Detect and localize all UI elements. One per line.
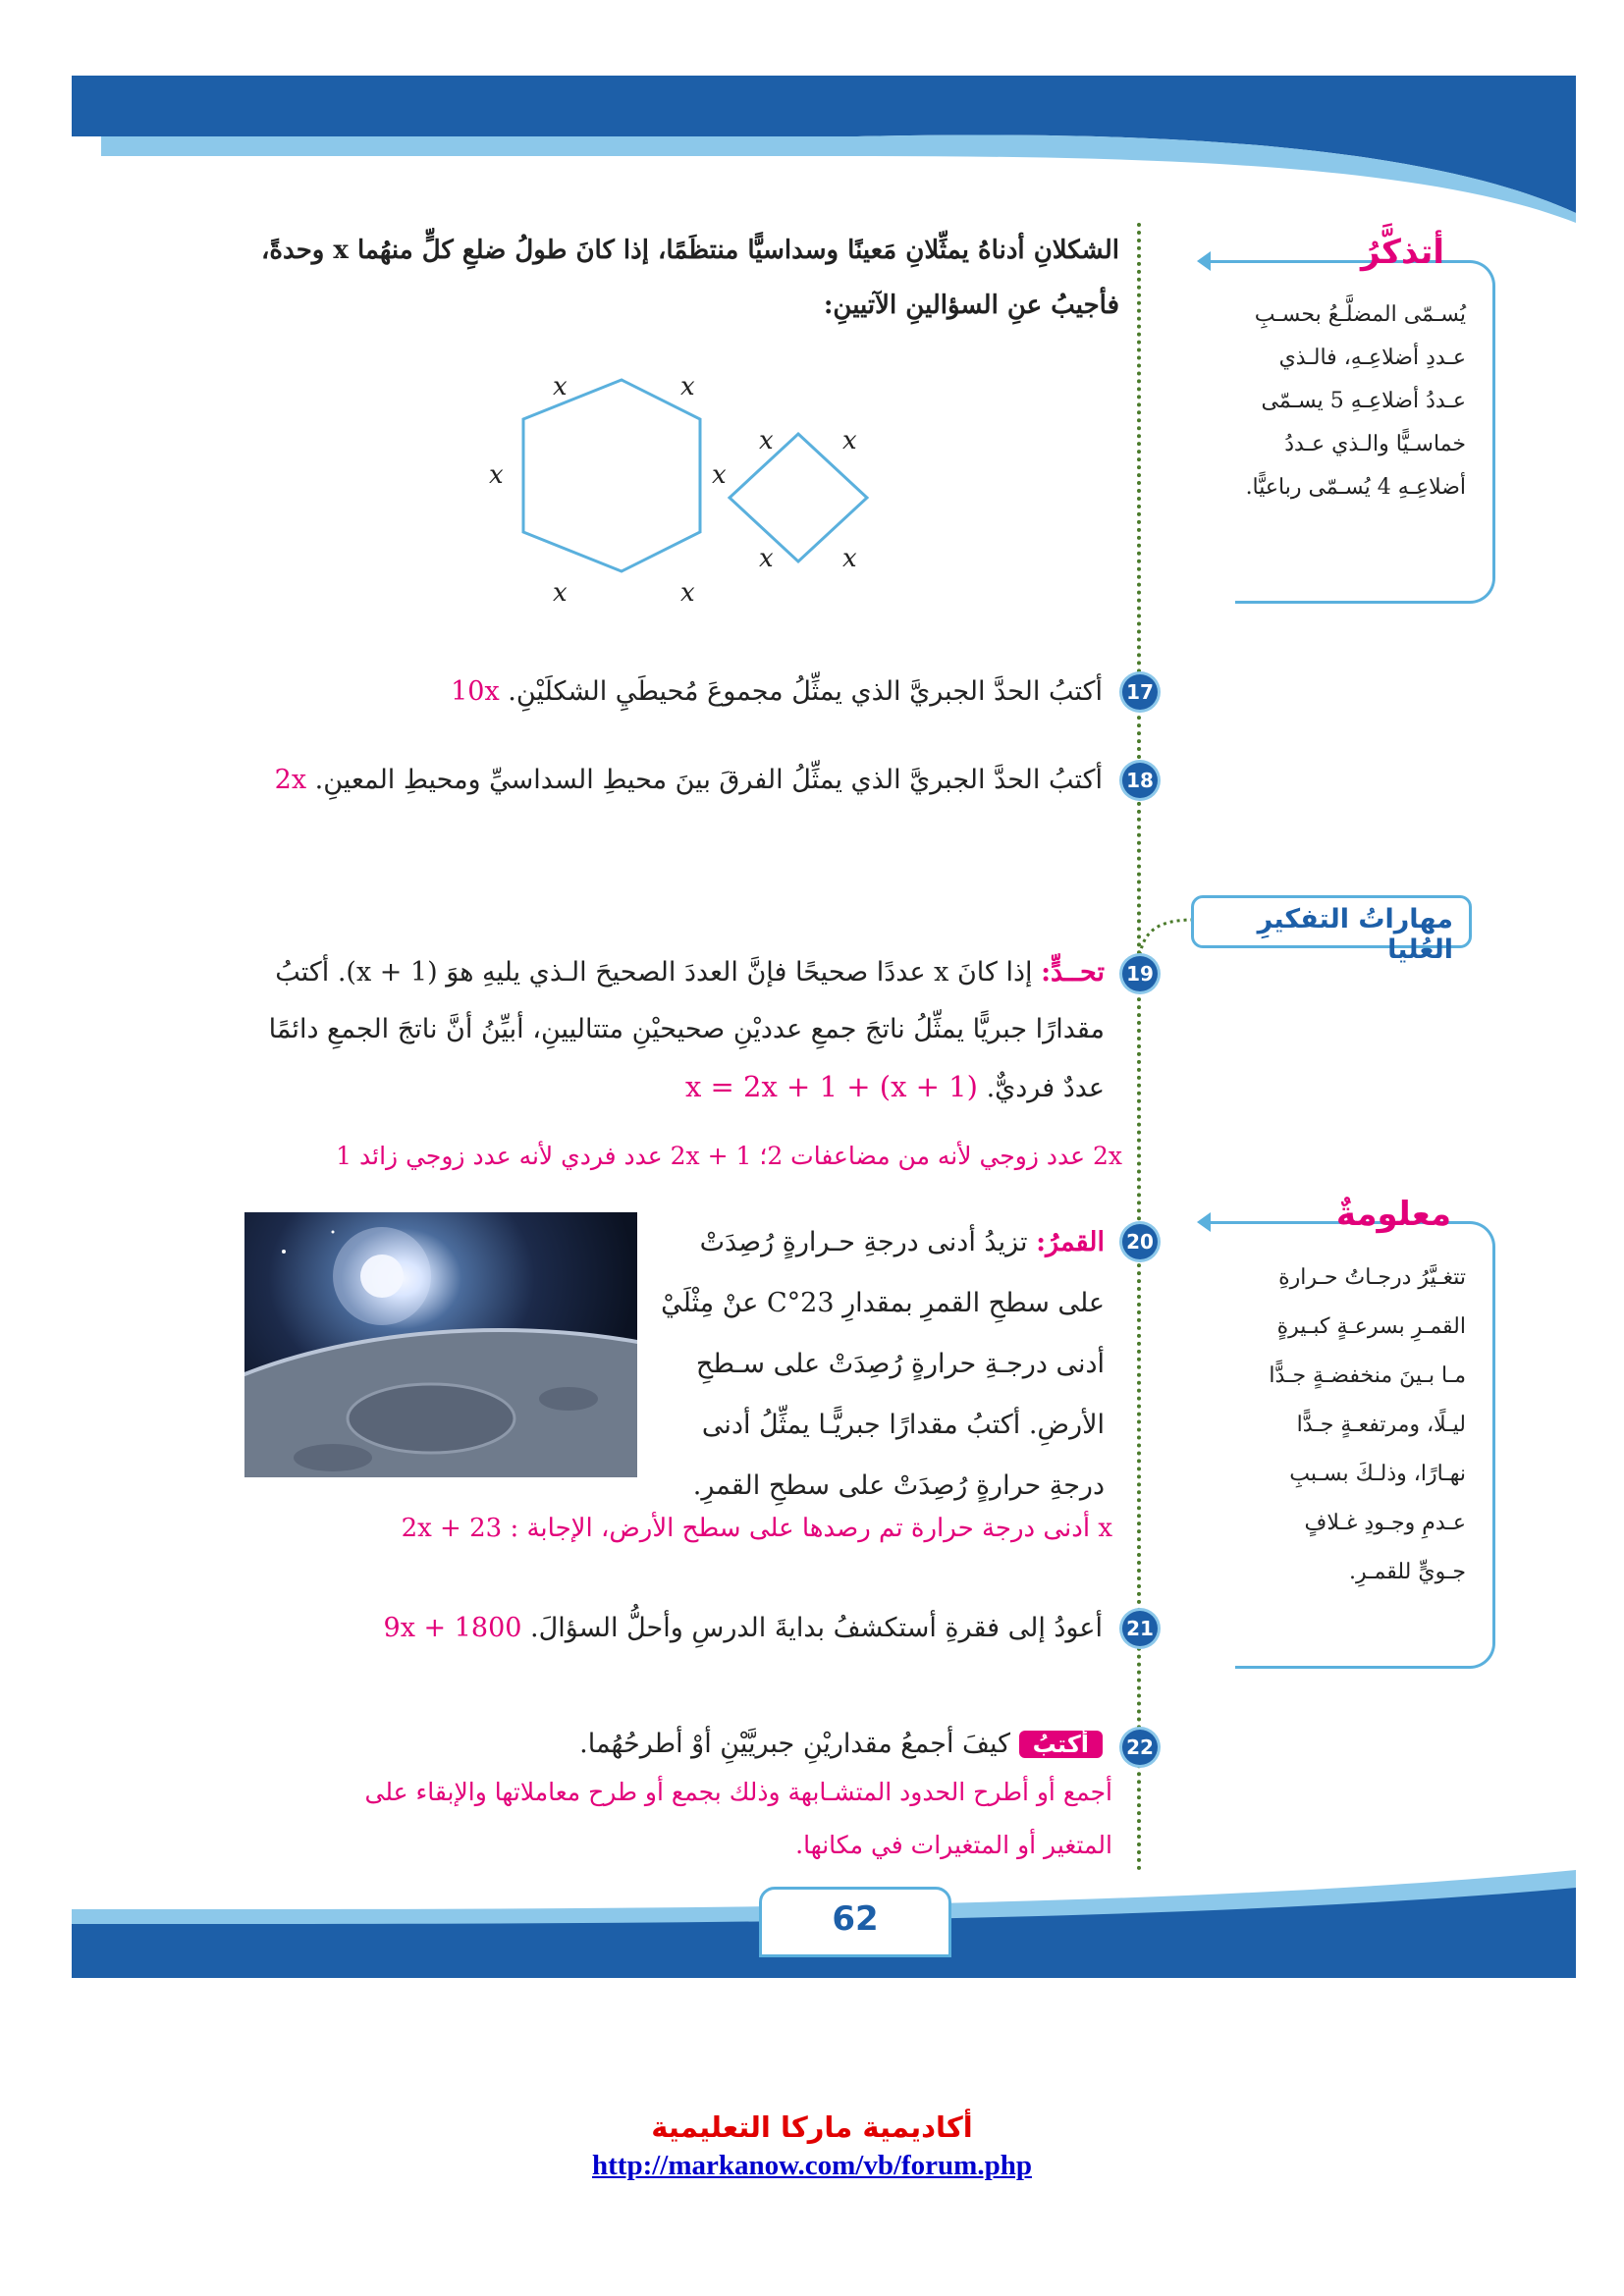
question-22 xyxy=(366,1720,1103,1769)
question-20-line-4: الأرضِ. أكتبُ مقدارًا جبريًّـا يمثِّلُ أدنى xyxy=(701,1410,1105,1440)
moon-surface-image xyxy=(244,1212,637,1477)
intro-line-2: فأجيبُ عنِ السؤالينِ الآتيينِ: xyxy=(823,291,1119,320)
info-line: تتغـيَّرُ درجـاتُ حـرارةِ xyxy=(1278,1265,1466,1290)
intro-text xyxy=(241,223,1119,333)
remember-line: عـددِ أضلاعِـهِ، فالـذي xyxy=(1278,346,1466,370)
skills-label: مهاراتُ التفكيرِ العُليا xyxy=(1257,904,1453,965)
hex-label-top-left: x xyxy=(553,372,568,401)
footer-title: أكاديمية ماركا التعليمية xyxy=(651,2110,973,2144)
page-number: 62 xyxy=(832,1899,879,1939)
hex-label-left: x xyxy=(489,460,504,490)
shapes-figure xyxy=(445,360,995,655)
rhombus-label-bottom-right: x xyxy=(842,544,857,573)
info-title: معلومةٌ xyxy=(1335,1195,1451,1234)
hexagon-shape xyxy=(523,380,700,571)
remember-line: يُسـمّى المضلَّـعُ بحسـبِ xyxy=(1254,302,1466,327)
remember-text xyxy=(1230,294,1466,509)
question-20-line-3: أدنى درجـةِ حرارةٍ رُصِدَتْ على سـطحِ xyxy=(695,1349,1105,1379)
question-number-17: 17 xyxy=(1122,674,1158,710)
remember-line: أضلاعِـهِ 4 يُسـمّى رباعيًّا. xyxy=(1245,475,1466,500)
question-19-line-3: عددٌ فرديٌّ. xyxy=(986,1073,1105,1103)
question-19-line-2: مقدارًا جبريًّا يمثِّلُ ناتجَ جمعِ عدديْنِ صحيحيْنِ متتاليينِ، أبيِّنُ أنَّ ناتجَ الجمعِ دائمًا xyxy=(268,1014,1105,1044)
question-21 xyxy=(268,1604,1103,1653)
higher-thinking-skills-tab xyxy=(1191,895,1472,965)
question-21-answer: 9x + 1800 xyxy=(383,1613,522,1643)
remember-line: خماسـيًّا والـذي عـددُ xyxy=(1284,432,1466,456)
info-line: القمـرِ بسرعـةٍ كبـيرةٍ xyxy=(1276,1314,1466,1339)
question-20-answer: x أدنى درجة حرارة تم رصدها على سطح الأرض، الإجابة : 2x + 23 xyxy=(401,1514,1112,1543)
rhombus-label-top-left: x xyxy=(759,426,774,455)
question-19-lead: تحــدٍّ: xyxy=(1041,957,1105,988)
question-number-18: 18 xyxy=(1122,763,1158,798)
page-number-box xyxy=(759,1887,951,1957)
header-band xyxy=(72,76,1576,223)
question-19-answer-2: 2x عدد زوجي لأنه من مضاعفات 2؛ 1 + 2x عدد فردي لأنه عدد زوجي زائد 1 xyxy=(336,1142,1122,1170)
question-number-19: 19 xyxy=(1122,956,1158,991)
info-line: مـا بـينَ منخفضـةٍ جـدًّا xyxy=(1269,1363,1466,1388)
info-line: عـدمِ وجـودِ غـلافٍ xyxy=(1304,1511,1466,1535)
question-18-answer: 2x xyxy=(274,765,307,795)
question-22-answer xyxy=(288,1766,1112,1872)
textbook-page xyxy=(72,76,1576,1978)
intro-line-1: الشكلانِ أدناهُ يمثِّلانِ مَعينًا وسداسيًّا منتظَمًا، إذا كانَ طولُ ضلعِ كلٍّ منهُما x وحدةً، xyxy=(261,236,1119,265)
hex-label-bottom-left: x xyxy=(553,578,568,608)
question-18-text: أكتبُ الحدَّ الجبريَّ الذي يمثِّلُ الفرقَ بينَ محيطِ السداسيِّ ومحيطِ المعينِ. xyxy=(314,765,1103,795)
question-22-answer-line-2: المتغير أو المتغيرات في مكانها. xyxy=(795,1831,1112,1859)
hex-label-bottom-right: x xyxy=(680,578,695,608)
question-number-20: 20 xyxy=(1122,1224,1158,1259)
rhombus-label-top-right: x xyxy=(842,426,857,455)
question-20-line-5: درجةِ حرارةٍ رُصِدَتْ على سطحِ القمرِ. xyxy=(692,1470,1105,1501)
question-19 xyxy=(241,944,1105,1117)
write-badge: أكتبُ xyxy=(1019,1731,1103,1758)
question-17-text: أكتبُ الحدَّ الجبريَّ الذي يمثِّلُ مجموعَ مُحيطَيِ الشكلَيْنِ. xyxy=(508,676,1103,707)
question-number-22: 22 xyxy=(1122,1730,1158,1765)
question-19-answer-1: (x + 1) + x = 2x + 1 xyxy=(684,1070,978,1103)
hex-label-right: x xyxy=(712,460,727,490)
question-18 xyxy=(189,756,1103,805)
question-19-line-1: إذا كانَ x عددًا صحيحًا فإنَّ العددَ الصحيحَ الـذي يليهِ هوَ (x + 1). أكتبُ xyxy=(275,957,1033,988)
question-17 xyxy=(268,667,1103,717)
question-17-answer: 10x xyxy=(451,676,500,707)
question-20-line-2: على سطحِ القمرِ بمقدارِ 23°C عنْ مِثْلَيْ xyxy=(661,1288,1105,1318)
remember-line: عـددُ أضلاعِـهِ 5 يسـمّى xyxy=(1261,389,1466,413)
question-21-text: أعودُ إلى فقرةِ أستكشفُ بدايةَ الدرسِ وأحلُّ السؤالَ. xyxy=(530,1613,1103,1643)
question-number-21: 21 xyxy=(1122,1611,1158,1646)
hex-label-top-right: x xyxy=(680,372,695,401)
rhombus-label-bottom-left: x xyxy=(759,544,774,573)
question-22-answer-line-1: أجمع أو أطرح الحدود المتشـابهة وذلك بجمع أو طرح معاملاتها والإبقاء على xyxy=(364,1778,1112,1806)
info-line: جـويٍّ للقمـرِ. xyxy=(1348,1560,1466,1584)
footer-link[interactable]: http://markanow.com/vb/forum.php xyxy=(592,2150,1032,2181)
info-line: ليـلًا، ومرتفعـةٍ جـدًّا xyxy=(1296,1413,1466,1437)
question-22-text: كيفَ أجمعُ مقداريْنِ جبريَّيْنِ أوْ أطرحُهُما. xyxy=(579,1729,1011,1759)
question-20-lead: القمرُ: xyxy=(1036,1227,1105,1257)
info-line: نهـارًا، وذلـكَ بسـببِ xyxy=(1289,1462,1466,1486)
info-text xyxy=(1230,1254,1466,1597)
question-20-line-1: تزيدُ أدنى درجةِ حـرارةٍ رُصِدَتْ xyxy=(699,1227,1028,1257)
question-20 xyxy=(651,1212,1105,1517)
remember-title: أتذكَّرُ xyxy=(1361,233,1444,272)
